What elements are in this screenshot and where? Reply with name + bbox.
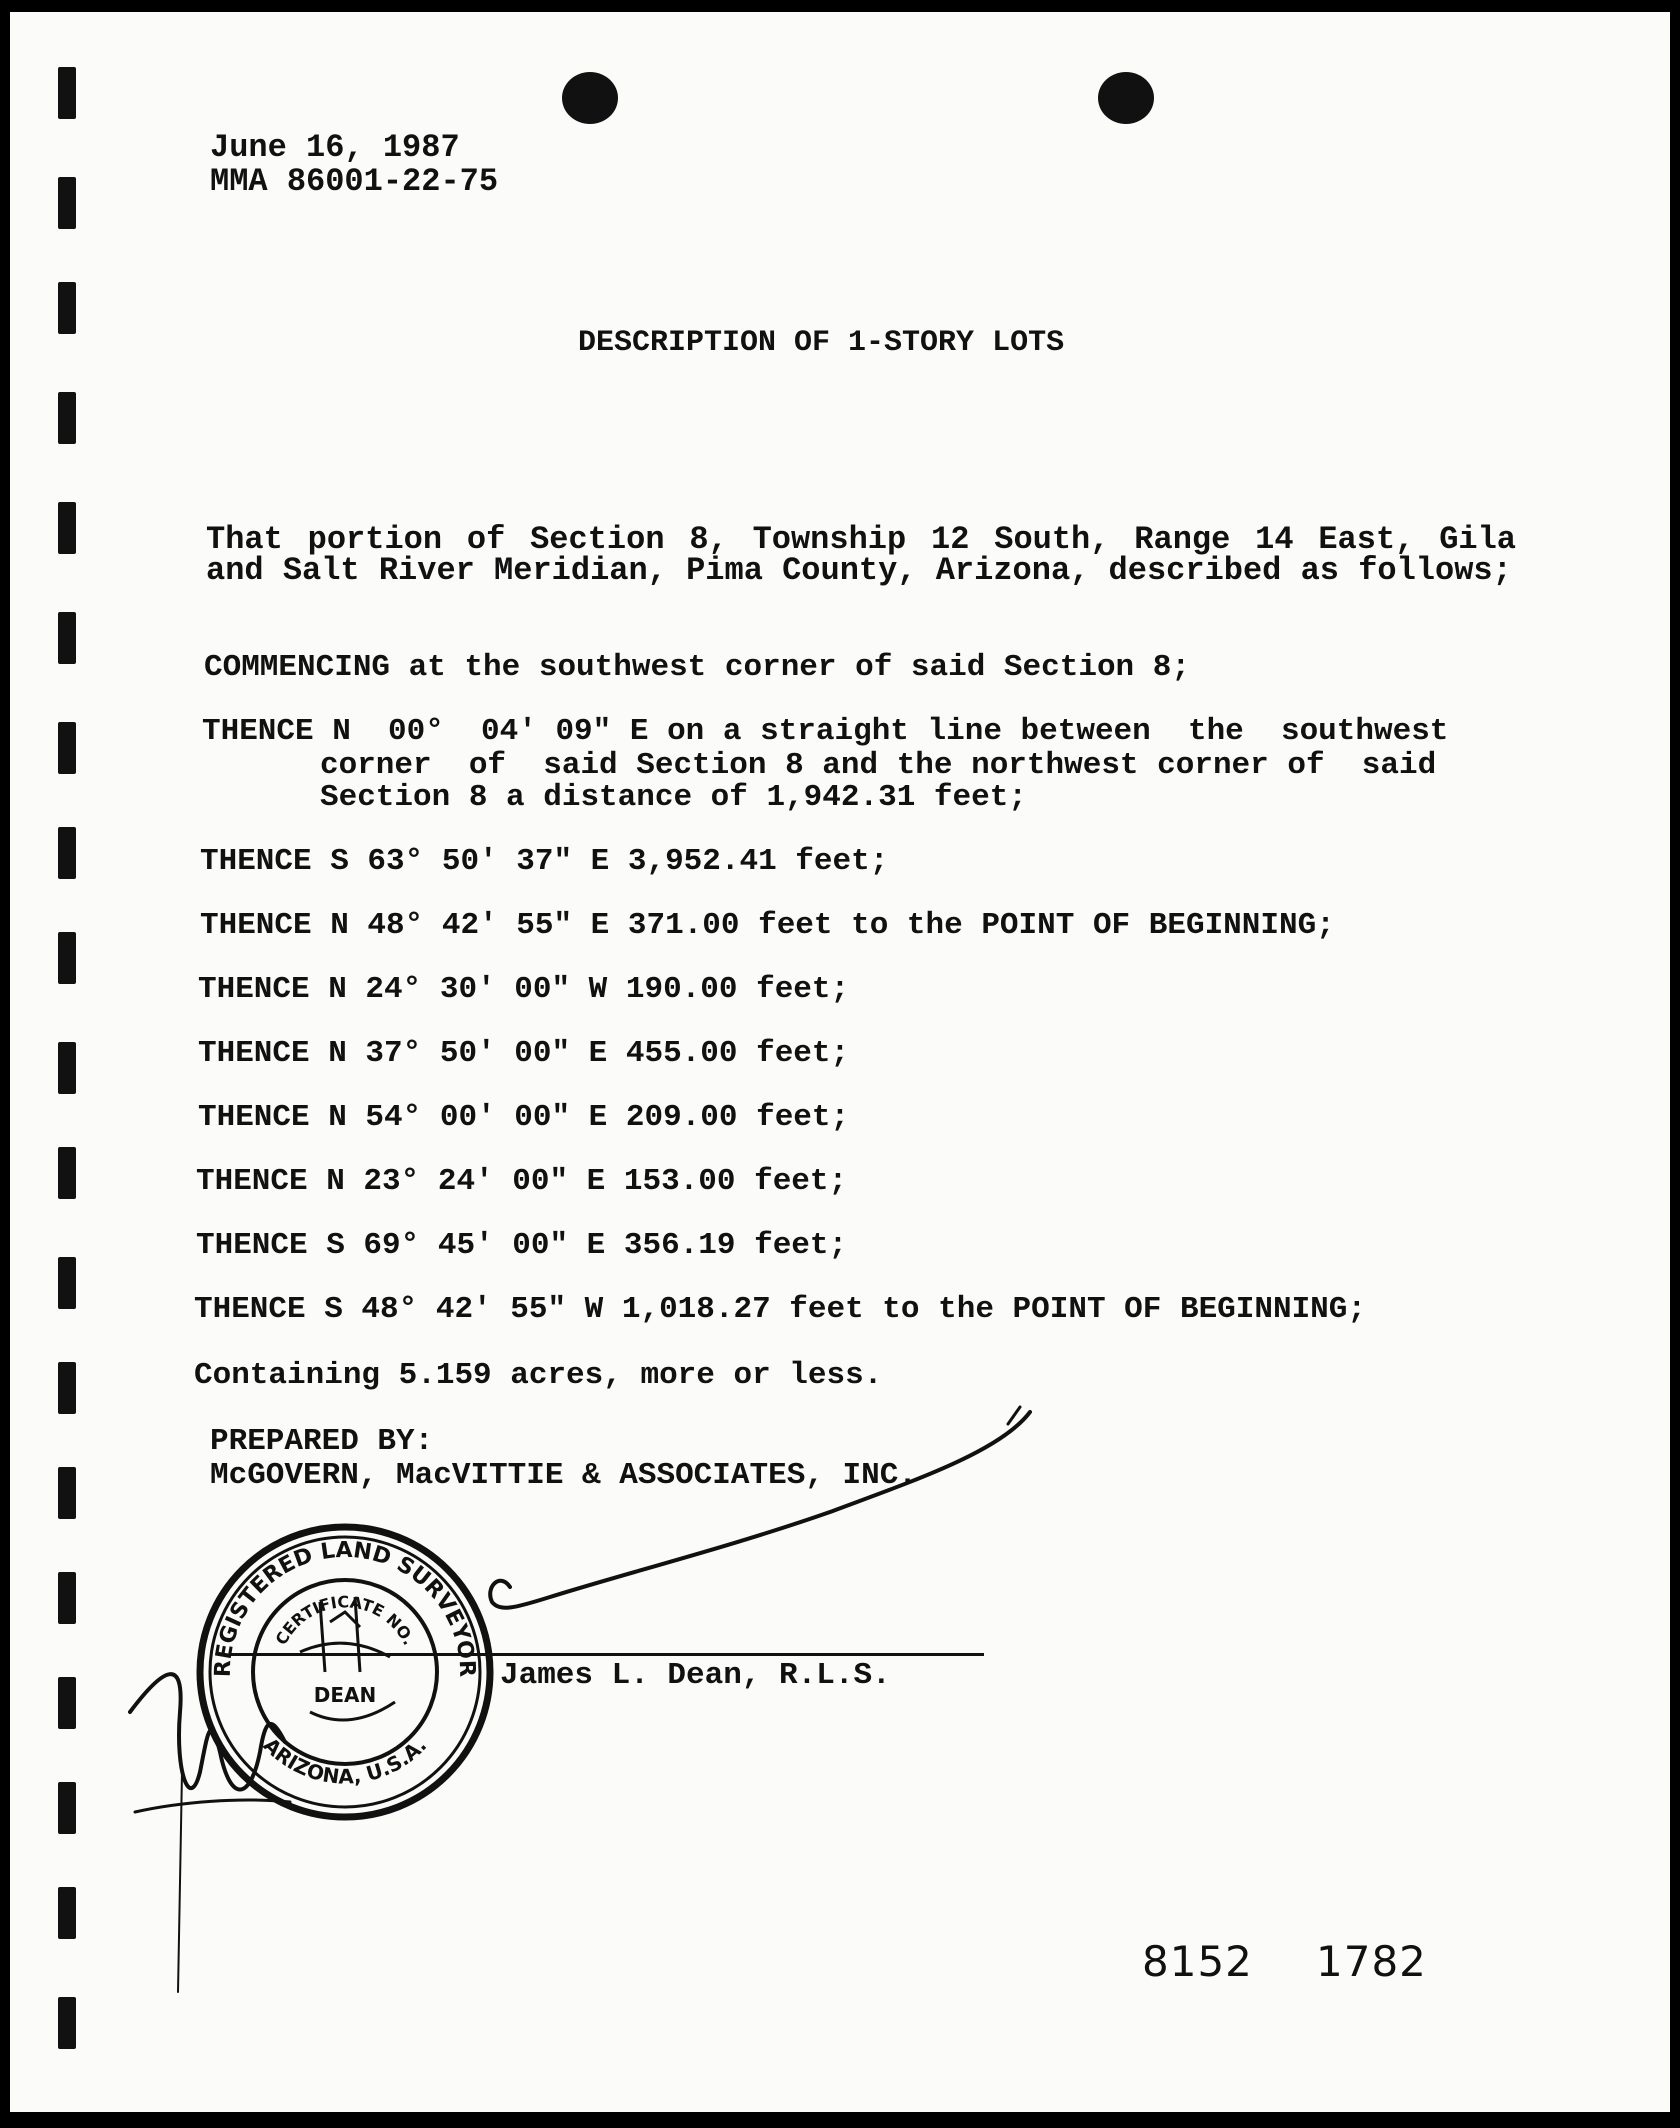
course-line: THENCE S 69° 45' 00" E 356.19 feet; xyxy=(196,1228,848,1263)
seal-inner-text: CERTIFICATE NO. xyxy=(271,1592,419,1649)
course-line: THENCE N 37° 50' 00" E 455.00 feet; xyxy=(198,1036,850,1071)
seal-bottom-text: ARIZONA, U.S.A. xyxy=(258,1732,432,1789)
acreage-statement: Containing 5.159 acres, more or less. xyxy=(194,1358,883,1393)
course-line: THENCE S 48° 42' 55" W 1,018.27 feet to the POINT OF BEGINNING; xyxy=(194,1292,1366,1327)
document-title: DESCRIPTION OF 1-STORY LOTS xyxy=(578,326,1065,360)
intro-paragraph: That portion of Section 8, Township 12 South, Range 14 East, Gila and Salt River Meridian, Pima County, Arizona, described as follows; xyxy=(206,521,1516,589)
document-date: June 16, 1987 xyxy=(210,129,460,166)
course-line: THENCE N 54° 00' 00" E 209.00 feet; xyxy=(198,1100,850,1135)
course-line: THENCE N 24° 30' 00" W 190.00 feet; xyxy=(198,972,850,1007)
commencing-line: COMMENCING at the southwest corner of said Section 8; xyxy=(204,650,1190,685)
handwritten-signature xyxy=(130,1407,1030,1992)
prepared-by-company: McGOVERN, MacVITTIE & ASSOCIATES, INC. xyxy=(210,1458,917,1493)
document-page xyxy=(10,12,1670,2112)
first-course-line-2: corner of said Section 8 and the northwest corner of said xyxy=(320,748,1437,783)
document-number-1: 8152 xyxy=(1142,1937,1253,1986)
course-line: THENCE N 23° 24' 00" E 153.00 feet; xyxy=(196,1164,848,1199)
document-reference: MMA 86001-22-75 xyxy=(210,163,499,200)
first-course-line-3: Section 8 a distance of 1,942.31 feet; xyxy=(320,780,1027,815)
surveyor-seal xyxy=(200,1527,490,1817)
signatory-name: James L. Dean, R.L.S. xyxy=(500,1658,891,1693)
seal-and-signature-layer xyxy=(10,12,1670,2112)
seal-top-text: REGISTERED LAND SURVEYOR xyxy=(210,1537,480,1678)
svg-text:CERTIFICATE NO. xyxy=(272,1592,419,1648)
first-course-line-1: THENCE N 00° 04' 09" E on a straight line between the southwest xyxy=(202,714,1449,749)
course-line: THENCE S 63° 50' 37" E 3,952.41 feet; xyxy=(200,844,889,879)
course-line: THENCE N 48° 42' 55" E 371.00 feet to the POINT OF BEGINNING; xyxy=(200,908,1335,943)
prepared-by-label: PREPARED BY: xyxy=(210,1424,434,1459)
seal-center-text: DEAN xyxy=(313,1683,377,1707)
document-number-2: 1782 xyxy=(1316,1937,1427,1986)
